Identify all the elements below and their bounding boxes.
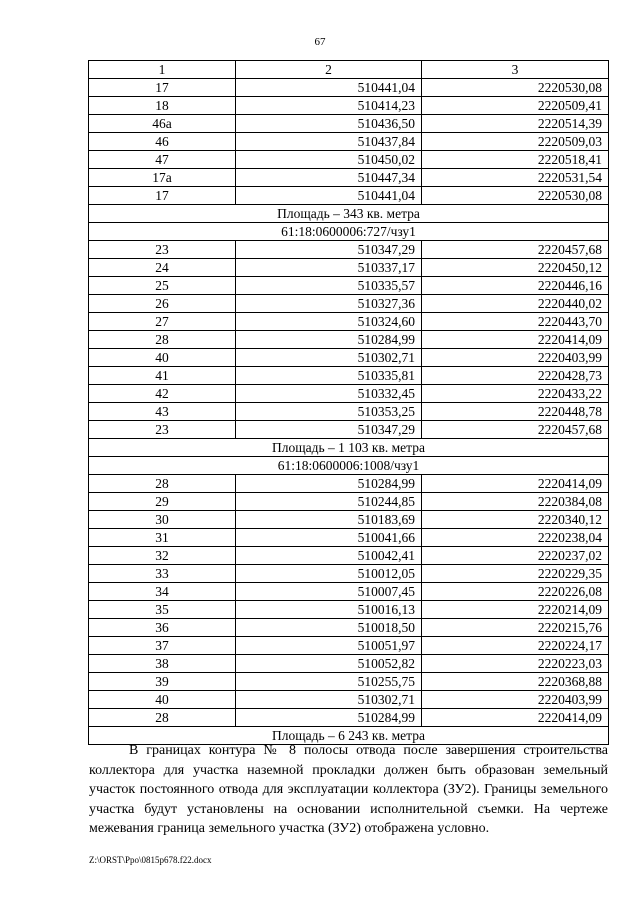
point-number-cell: 38 <box>89 655 236 673</box>
y-coordinate-cell: 2220514,39 <box>422 115 609 133</box>
point-number-cell: 26 <box>89 295 236 313</box>
x-coordinate-cell: 510284,99 <box>236 331 422 349</box>
y-coordinate-cell: 2220414,09 <box>422 709 609 727</box>
x-coordinate-cell: 510436,50 <box>236 115 422 133</box>
table-row <box>89 673 609 691</box>
table-row <box>89 709 609 727</box>
x-coordinate-cell: 510347,29 <box>236 241 422 259</box>
table-row <box>89 511 609 529</box>
column-header-point: 1 <box>89 61 236 79</box>
point-number-cell: 41 <box>89 367 236 385</box>
y-coordinate-cell: 2220223,03 <box>422 655 609 673</box>
y-coordinate-cell: 2220403,99 <box>422 691 609 709</box>
point-number-cell: 37 <box>89 637 236 655</box>
point-number-cell: 36 <box>89 619 236 637</box>
table-row <box>89 151 609 169</box>
table-section-row <box>89 205 609 223</box>
section-label: Площадь – 6 243 кв. метра <box>89 727 609 745</box>
y-coordinate-cell: 2220509,41 <box>422 97 609 115</box>
y-coordinate-cell: 2220368,88 <box>422 673 609 691</box>
section-label: 61:18:0600006:727/чзу1 <box>89 223 609 241</box>
column-header-y: 3 <box>422 61 609 79</box>
paragraph-text: В границах контура № 8 полосы отвода после завершения строительства коллектора для участка наземной прокладки должен быть образован земельный участок постоянного отвода для эксплуатации коллектора (ЗУ2). Границы земельного участка будут установлены на основании исполнительной съемки. На чертеже межевания граница земельного участка (ЗУ2) отображена условно. <box>89 743 608 836</box>
body-paragraph <box>89 741 608 839</box>
point-number-cell: 46 <box>89 133 236 151</box>
x-coordinate-cell: 510041,66 <box>236 529 422 547</box>
point-number-cell: 40 <box>89 349 236 367</box>
table-row <box>89 295 609 313</box>
x-coordinate-cell: 510441,04 <box>236 187 422 205</box>
y-coordinate-cell: 2220530,08 <box>422 187 609 205</box>
y-coordinate-cell: 2220403,99 <box>422 349 609 367</box>
y-coordinate-cell: 2220457,68 <box>422 421 609 439</box>
y-coordinate-cell: 2220414,09 <box>422 475 609 493</box>
y-coordinate-cell: 2220340,12 <box>422 511 609 529</box>
table-row <box>89 655 609 673</box>
point-number-cell: 28 <box>89 475 236 493</box>
y-coordinate-cell: 2220215,76 <box>422 619 609 637</box>
y-coordinate-cell: 2220414,09 <box>422 331 609 349</box>
x-coordinate-cell: 510335,57 <box>236 277 422 295</box>
point-number-cell: 35 <box>89 601 236 619</box>
table-row <box>89 115 609 133</box>
table-row <box>89 493 609 511</box>
table-row <box>89 97 609 115</box>
point-number-cell: 33 <box>89 565 236 583</box>
point-number-cell: 30 <box>89 511 236 529</box>
x-coordinate-cell: 510016,13 <box>236 601 422 619</box>
table-row <box>89 637 609 655</box>
page-number: 67 <box>314 36 326 48</box>
x-coordinate-cell: 510337,17 <box>236 259 422 277</box>
x-coordinate-cell: 510324,60 <box>236 313 422 331</box>
x-coordinate-cell: 510302,71 <box>236 691 422 709</box>
y-coordinate-cell: 2220443,70 <box>422 313 609 331</box>
y-coordinate-cell: 2220531,54 <box>422 169 609 187</box>
point-number-cell: 32 <box>89 547 236 565</box>
x-coordinate-cell: 510327,36 <box>236 295 422 313</box>
point-number-cell: 28 <box>89 709 236 727</box>
y-coordinate-cell: 2220446,16 <box>422 277 609 295</box>
footer-file-path: Z:\ORST\Ppo\0815p678.f22.docx <box>89 855 212 865</box>
y-coordinate-cell: 2220509,03 <box>422 133 609 151</box>
x-coordinate-cell: 510414,23 <box>236 97 422 115</box>
table-row <box>89 601 609 619</box>
y-coordinate-cell: 2220229,35 <box>422 565 609 583</box>
point-number-cell: 25 <box>89 277 236 295</box>
x-coordinate-cell: 510332,45 <box>236 385 422 403</box>
section-label: Площадь – 343 кв. метра <box>89 205 609 223</box>
coordinates-table <box>88 60 609 745</box>
x-coordinate-cell: 510012,05 <box>236 565 422 583</box>
table-row <box>89 331 609 349</box>
table-row <box>89 277 609 295</box>
point-number-cell: 34 <box>89 583 236 601</box>
table-row <box>89 547 609 565</box>
point-number-cell: 23 <box>89 241 236 259</box>
point-number-cell: 27 <box>89 313 236 331</box>
table-row <box>89 619 609 637</box>
table-row <box>89 565 609 583</box>
y-coordinate-cell: 2220448,78 <box>422 403 609 421</box>
point-number-cell: 47 <box>89 151 236 169</box>
point-number-cell: 17а <box>89 169 236 187</box>
y-coordinate-cell: 2220433,22 <box>422 385 609 403</box>
x-coordinate-cell: 510051,97 <box>236 637 422 655</box>
point-number-cell: 24 <box>89 259 236 277</box>
y-coordinate-cell: 2220530,08 <box>422 79 609 97</box>
x-coordinate-cell: 510007,45 <box>236 583 422 601</box>
x-coordinate-cell: 510042,41 <box>236 547 422 565</box>
x-coordinate-cell: 510255,75 <box>236 673 422 691</box>
x-coordinate-cell: 510284,99 <box>236 709 422 727</box>
x-coordinate-cell: 510450,02 <box>236 151 422 169</box>
x-coordinate-cell: 510441,04 <box>236 79 422 97</box>
y-coordinate-cell: 2220518,41 <box>422 151 609 169</box>
table-body <box>89 79 609 745</box>
y-coordinate-cell: 2220428,73 <box>422 367 609 385</box>
x-coordinate-cell: 510284,99 <box>236 475 422 493</box>
table-row <box>89 133 609 151</box>
x-coordinate-cell: 510183,69 <box>236 511 422 529</box>
table-row <box>89 313 609 331</box>
point-number-cell: 17 <box>89 187 236 205</box>
x-coordinate-cell: 510347,29 <box>236 421 422 439</box>
y-coordinate-cell: 2220457,68 <box>422 241 609 259</box>
point-number-cell: 39 <box>89 673 236 691</box>
x-coordinate-cell: 510353,25 <box>236 403 422 421</box>
section-label: Площадь – 1 103 кв. метра <box>89 439 609 457</box>
table-row <box>89 241 609 259</box>
table-row <box>89 349 609 367</box>
table-row <box>89 367 609 385</box>
table-row <box>89 385 609 403</box>
table-section-row <box>89 439 609 457</box>
section-label: 61:18:0600006:1008/чзу1 <box>89 457 609 475</box>
x-coordinate-cell: 510335,81 <box>236 367 422 385</box>
y-coordinate-cell: 2220384,08 <box>422 493 609 511</box>
point-number-cell: 42 <box>89 385 236 403</box>
point-number-cell: 23 <box>89 421 236 439</box>
table-row <box>89 403 609 421</box>
table-row <box>89 691 609 709</box>
table-row <box>89 475 609 493</box>
y-coordinate-cell: 2220237,02 <box>422 547 609 565</box>
table-row <box>89 187 609 205</box>
x-coordinate-cell: 510302,71 <box>236 349 422 367</box>
table-section-row <box>89 457 609 475</box>
y-coordinate-cell: 2220450,12 <box>422 259 609 277</box>
point-number-cell: 18 <box>89 97 236 115</box>
x-coordinate-cell: 510244,85 <box>236 493 422 511</box>
x-coordinate-cell: 510447,34 <box>236 169 422 187</box>
point-number-cell: 40 <box>89 691 236 709</box>
table-row <box>89 79 609 97</box>
table-row <box>89 421 609 439</box>
table-row <box>89 529 609 547</box>
point-number-cell: 31 <box>89 529 236 547</box>
y-coordinate-cell: 2220214,09 <box>422 601 609 619</box>
x-coordinate-cell: 510437,84 <box>236 133 422 151</box>
table-row <box>89 583 609 601</box>
table-section-row <box>89 223 609 241</box>
point-number-cell: 29 <box>89 493 236 511</box>
table-row <box>89 169 609 187</box>
x-coordinate-cell: 510018,50 <box>236 619 422 637</box>
table-row <box>89 259 609 277</box>
table-header-row <box>89 61 609 79</box>
y-coordinate-cell: 2220224,17 <box>422 637 609 655</box>
point-number-cell: 28 <box>89 331 236 349</box>
y-coordinate-cell: 2220238,04 <box>422 529 609 547</box>
column-header-x: 2 <box>236 61 422 79</box>
y-coordinate-cell: 2220226,08 <box>422 583 609 601</box>
point-number-cell: 43 <box>89 403 236 421</box>
point-number-cell: 17 <box>89 79 236 97</box>
y-coordinate-cell: 2220440,02 <box>422 295 609 313</box>
x-coordinate-cell: 510052,82 <box>236 655 422 673</box>
point-number-cell: 46а <box>89 115 236 133</box>
